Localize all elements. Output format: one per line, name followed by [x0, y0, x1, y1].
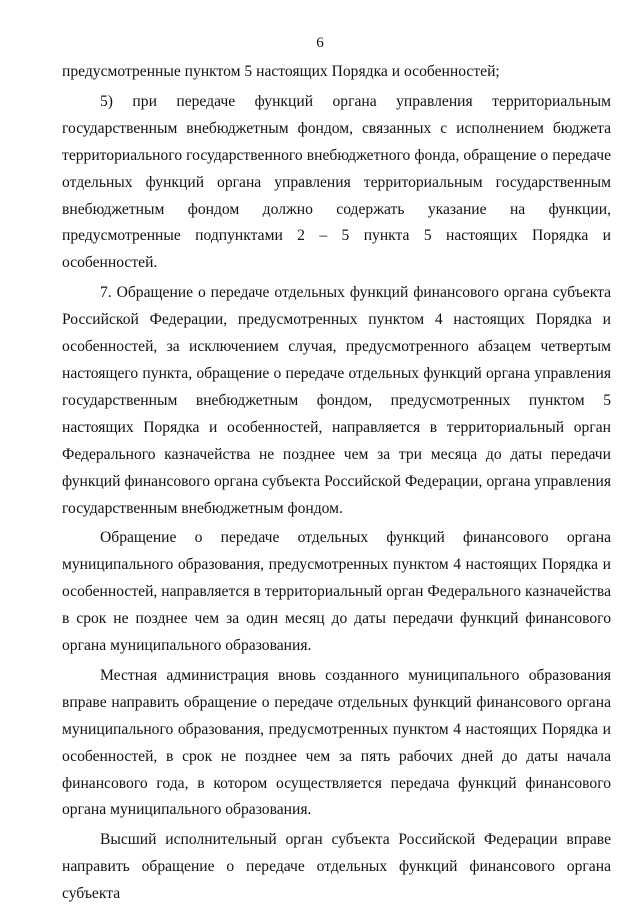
paragraph-item-7: 7. Обращение о передаче отдельных функций финансового органа субъекта Российской Федерации, предусмотренных пунктом 4 настоящих Порядка и особенностей, за исключением случая, предусмотренного абзацем четвертым настоящего пункта, обращение о передаче отдельных функций органа управления государственным внебюджетным фондом, предусмотренных пунктом 5 настоящих Порядка и особенностей, направляется в территориальный орган Федерального казначейства не позднее чем за три месяца до даты передачи функций финансового органа субъекта Российской Федерации, органа управления государственным внебюджетным фондом. [62, 284, 611, 517]
paragraph-local-administration: Местная администрация вновь созданного муниципального образования вправе направить обращение о передаче отдельных функций финансового органа муниципального образования, предусмотренных пунктом 4 настоящих Порядка и особенностей, в срок не позднее чем за пять рабочих дней до даты начала финансового года, в котором осуществляется передача функций финансового органа муниципального образования. [62, 666, 611, 819]
page-number: 6 [316, 35, 324, 51]
paragraph-municipal-request: Обращение о передаче отдельных функций финансового органа муниципального образования, предусмотренных пунктом 4 настоящих Порядка и особенностей, направляется в территориальный орган Федерального казначейства в срок не позднее чем за один месяц до даты передачи функций финансового органа муниципального образования. [62, 529, 611, 655]
document-body [62, 59, 611, 908]
paragraph-executive-body: Высший исполнительный орган субъекта Российской Федерации вправе направить обращение о передаче отдельных функций финансового органа субъекта [62, 831, 611, 903]
paragraph-subitem-5: 5) при передаче функций органа управления территориальным государственным внебюджетным фондом, связанных с исполнением бюджета территориального государственного внебюджетного фонда, обращение о передаче отдельных функций органа управления территориальным государственным внебюджетным фондом должно содержать указание на функции, предусмотренные подпунктами 2 – 5 пункта 5 настоящих Порядка и особенностей. [62, 92, 611, 272]
paragraph-continuation: предусмотренные пунктом 5 настоящих Порядка и особенностей; [62, 63, 500, 80]
